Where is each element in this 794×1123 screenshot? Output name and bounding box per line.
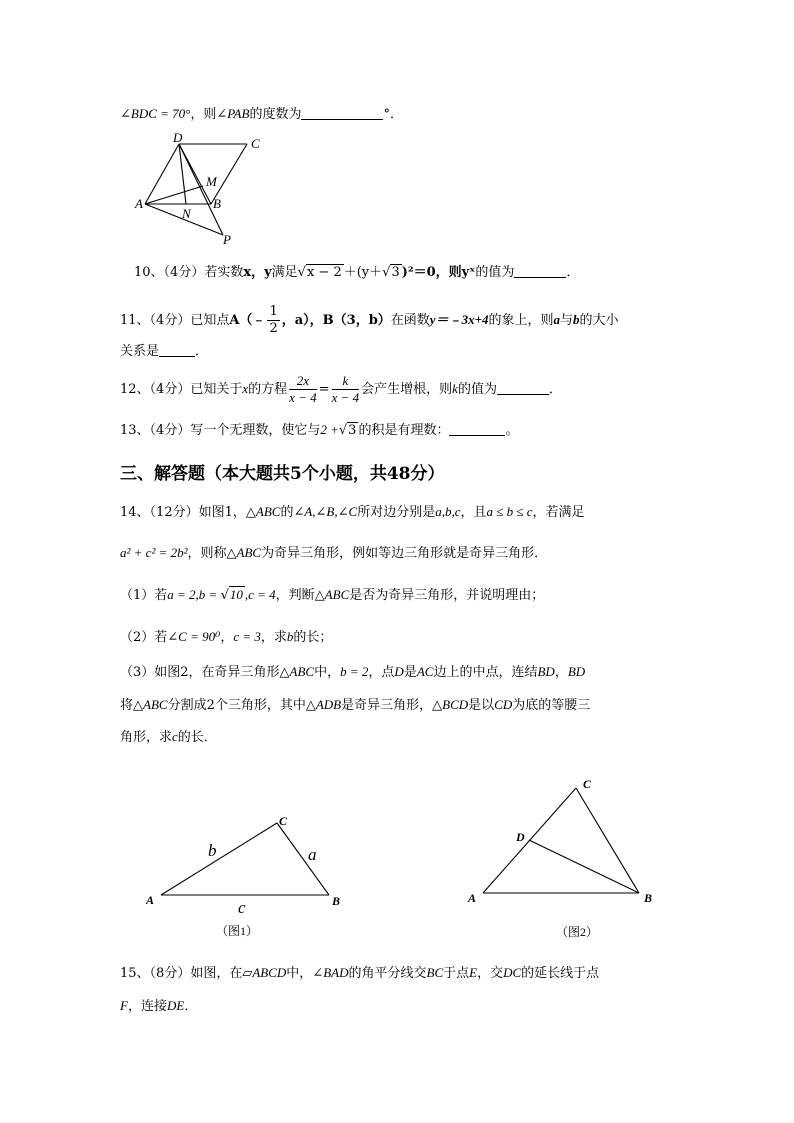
fig1-side-c: c — [238, 898, 246, 917]
q10-number: 10、（4分） — [134, 265, 205, 280]
q9-label-c: C — [251, 136, 260, 151]
q14-part-3-line-3: 角形，求c的长． — [120, 729, 217, 745]
q12-fraction-left: $\frac{2x}{x - 4}$ — [289, 373, 317, 405]
q11-number: 11、（4分） — [120, 313, 191, 328]
q12-answer-blank[interactable] — [497, 380, 549, 395]
q9-target-angle: ∠PAB — [216, 106, 250, 121]
q10-line: 10、（4分）若实数x，y满足√x − 2 ＋(y＋√3 )²＝0，则yˣ的值为 ． — [134, 265, 580, 280]
q12-fraction-right: $\frac{k}{x - 4}$ — [331, 373, 360, 405]
q9-tail-line: ∠BDC = 70°，则∠PAB的度数为 °． — [120, 106, 403, 122]
q9-label-b: B — [213, 196, 221, 211]
q9-label-m: M — [206, 174, 217, 189]
q9-label-p: P — [223, 232, 231, 247]
q14-part-3: （3）如图2，在奇异三角形△ABC中，b = 2，点D是AC边上的中点，连结BD，BD — [120, 664, 586, 680]
q14-number: 14、（12分） — [120, 505, 199, 520]
q10-answer-blank[interactable] — [514, 263, 566, 278]
q14-figure-1 — [140, 812, 360, 942]
q12-number: 12、（4分） — [120, 382, 191, 397]
q9-answer-blank[interactable] — [301, 105, 383, 120]
q9-label-a: A — [135, 196, 143, 211]
q15-line-1: 15、（8分）如图，在▱ABCD中，∠BAD的角平分线交BC于点E，交DC的延长线于点 — [120, 965, 600, 981]
fig1-label-c: C — [279, 814, 288, 828]
q13-number: 13、（4分） — [120, 423, 191, 438]
fig2-label-b: B — [644, 891, 653, 905]
fig1-caption: （图1） — [216, 924, 259, 938]
section-heading: 三、解答题（本大题共5个小题，共48分） — [120, 464, 445, 484]
fig1-label-b: B — [332, 894, 341, 908]
q14-line-2: a² + c² = 2b²，则称△ABC为奇异三角形，例如等边三角形就是奇异三角形． — [120, 545, 548, 561]
q9-figure — [135, 132, 265, 247]
fig1-side-a: a — [308, 845, 317, 864]
fig2-label-d: D — [516, 830, 525, 844]
q9-given-angle: ∠BDC = 70° — [120, 106, 191, 121]
q14-part-3-line-2: 将△ABC分割成2个三角形，其中△ADB是奇异三角形，△BCD是以CD为底的等腰三 — [120, 697, 591, 713]
q11-line-2: 关系是 ． — [120, 344, 209, 359]
q9-label-n: N — [182, 206, 191, 221]
q13-line: 13、（4分）写一个无理数，使它与2 +√3 的积是有理数： 。 — [120, 422, 519, 438]
q13-answer-blank[interactable] — [449, 421, 505, 436]
q12-line: 12、（4分）已知关于x的方程 $\frac{2x}{x - 4}$ = $\frac{k}{x - 4}$ 会产生增根，则k的值为 ． — [120, 373, 562, 405]
fig1-side-b: b — [208, 841, 217, 860]
q14-figure-2 — [466, 774, 676, 944]
q9-label-d: D — [173, 130, 183, 145]
q15-line-2: F，连接DE． — [120, 998, 198, 1014]
fig2-caption: （图2） — [556, 925, 599, 939]
q14-part-1: （1）若a = 2,b = √10 ,c = 4，判断△ABC是否为奇异三角形，并说明理由； — [120, 587, 545, 603]
q10-sqrt: √x − 2 — [297, 265, 342, 280]
q15-number: 15、（8分） — [120, 966, 191, 981]
fig1-label-a: A — [146, 893, 155, 907]
q11-fraction: $\frac{1}{2}$ — [269, 304, 278, 336]
q14-line-1: 14、（12分）如图1，△ABC的∠A,∠B,∠C所对边分别是a,b,c，且a ≤ b ≤ c，若满足 — [120, 504, 585, 520]
q11-line-1: 11、（4分）已知点A（﹣ $\frac{1}{2}$ ，a），B（3，b）在函数y＝﹣3x+4的象上，则a与b的大小 — [120, 304, 619, 336]
fig2-label-c: C — [583, 777, 592, 791]
q14-part-2: （2）若∠C = 90⁰，c = 3，求b的长； — [120, 629, 333, 645]
fig2-label-a: A — [468, 891, 477, 905]
q11-answer-blank[interactable] — [159, 342, 195, 357]
